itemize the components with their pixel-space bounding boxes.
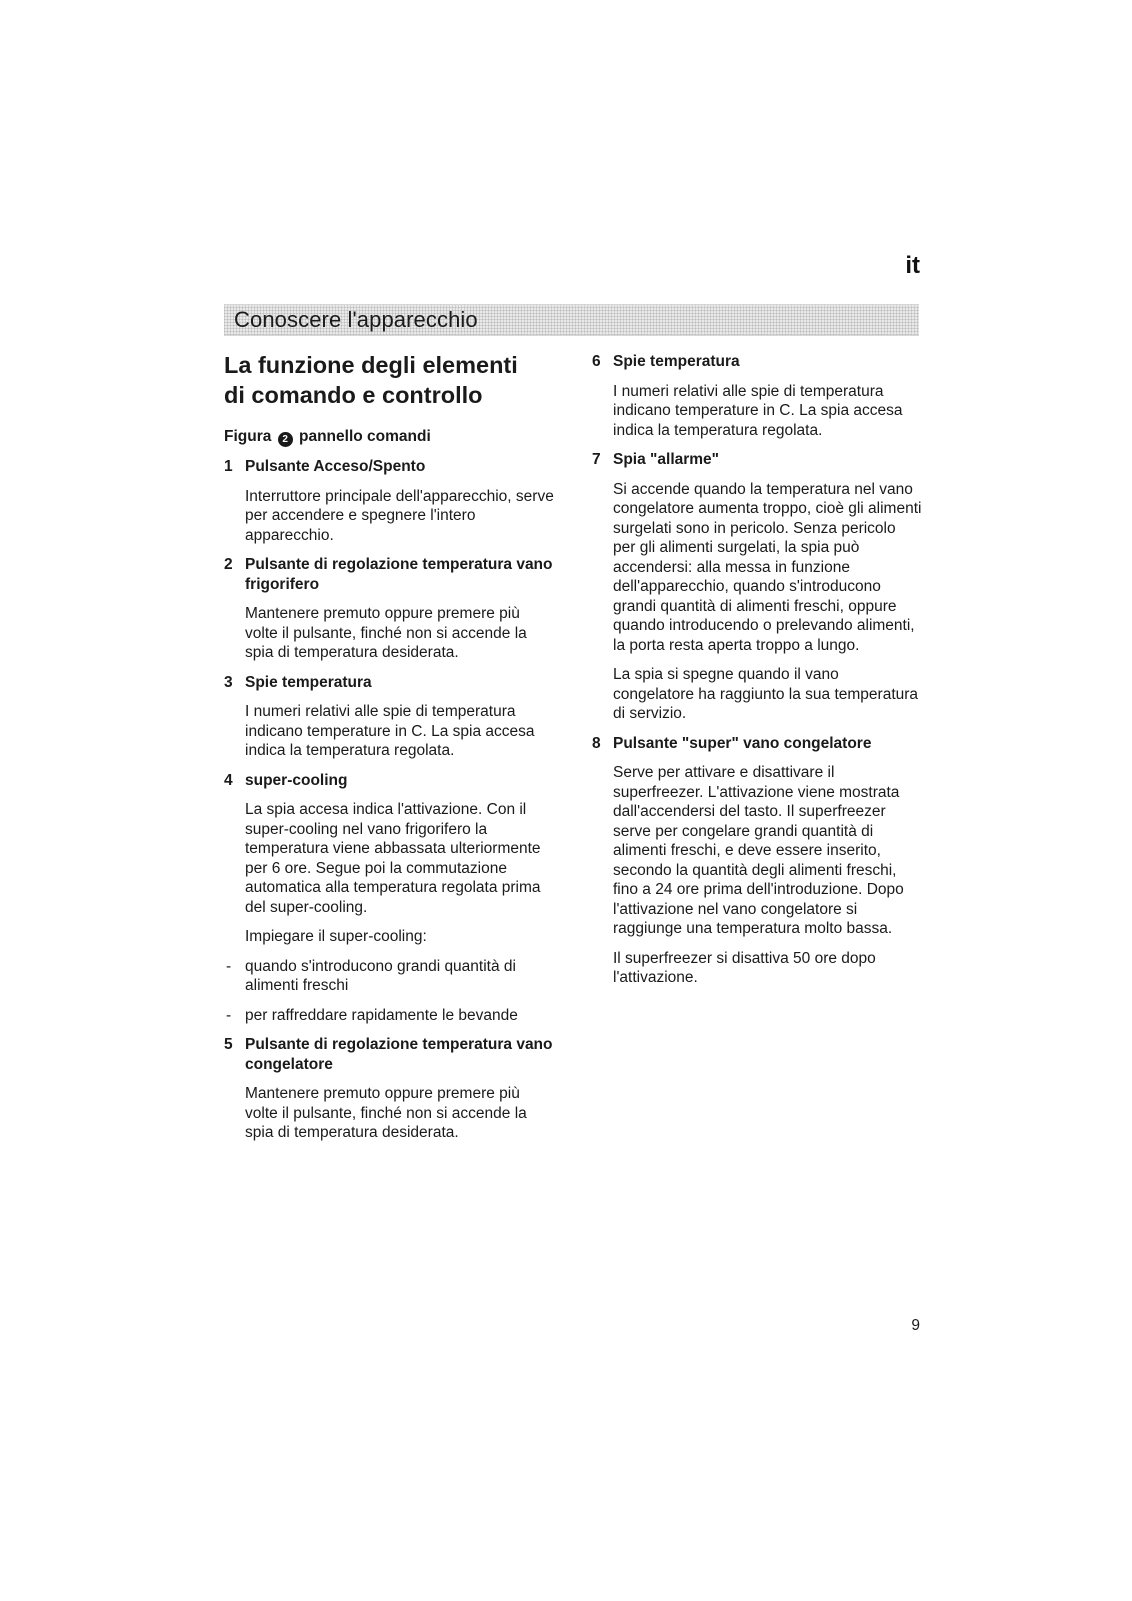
right-column — [592, 352, 922, 998]
item-number: 3 — [224, 673, 233, 691]
list-item — [224, 957, 554, 996]
item-paragraph-8: Serve per attivare e disattivare il superfreezer. L'attivazione viene mostrata dall'accendersi del tasto. Il superfreezer serve per congelare grandi quantità di alimenti freschi, e deve essere inserito, secondo la quantità degli alimenti freschi, fino a 24 ore prima dell'introduzione. Dopo l'attivazione nel vano congelatore si raggiunge una temperatura molto bassa. — [613, 764, 904, 937]
section-header-bar — [224, 304, 919, 336]
item-number: 4 — [224, 771, 233, 789]
bullet-text: quando s'introducono grandi quantità di alimenti freschi — [245, 957, 516, 994]
page-title-line2: di comando e controllo — [224, 382, 483, 408]
item-paragraph-5: Mantenere premuto oppure premere più volte il pulsante, finché non si accende la spia di temperatura desiderata. — [245, 1085, 527, 1141]
item-heading-3 — [224, 673, 554, 693]
figure-number-badge: 2 — [278, 432, 293, 447]
item-paragraph-6: I numeri relativi alle spie di temperatura indicano temperature in C. La spia accesa indica la temperatura regolata. — [613, 382, 903, 439]
item-number: 6 — [592, 353, 601, 370]
item-heading-6 — [592, 352, 922, 372]
item-heading-text: Spie temperatura — [245, 673, 372, 691]
item-paragraph-1: Interruttore principale dell'apparecchio, serve per accendere e spegnere l'intero apparecchio. — [245, 487, 554, 544]
figure-caption — [224, 427, 554, 447]
item-heading-2 — [224, 555, 554, 594]
page-title-line1: La funzione degli elementi — [224, 352, 518, 378]
item-heading-7 — [592, 450, 922, 470]
item-paragraph-2: Mantenere premuto oppure premere più volte il pulsante, finché non si accende la spia di temperatura desiderata. — [245, 605, 527, 661]
item-heading-text: Pulsante di regolazione temperatura vano congelatore — [245, 1036, 553, 1073]
item-heading-text: Pulsante di regolazione temperatura vano frigorifero — [245, 556, 553, 593]
item-number: 2 — [224, 556, 233, 573]
item-heading-text: Spia "allarme" — [613, 451, 720, 468]
item-paragraph-4b: Impiegare il super-cooling: — [245, 928, 427, 945]
item-paragraph-7: Si accende quando la temperatura nel vano congelatore aumenta troppo, cioè gli alimenti surgelati sono in pericolo. Senza pericolo per gli alimenti surgelati, la spia può accendersi: alla messa in funzione dell'apparecchio, quando s'introducono grandi quantità di alimenti freschi, oppure quando introducendo o prelevando alimenti, la porta resta aperta troppo a lungo. — [613, 480, 922, 654]
item-paragraph-3: I numeri relativi alle spie di temperatura indicano temperature in C. La spia accesa indica la temperatura regolata. — [245, 703, 535, 759]
item-heading-text: Pulsante Acceso/Spento — [245, 458, 426, 475]
item-paragraph-7b: La spia si spegne quando il vano congelatore ha raggiunto la sua temperatura di servizio. — [613, 666, 919, 722]
left-column — [224, 350, 554, 1153]
item-number: 1 — [224, 458, 233, 475]
item-heading-text: super-cooling — [245, 771, 348, 789]
page-title — [224, 350, 554, 410]
item-paragraph-4: La spia accesa indica l'attivazione. Con il super-cooling nel vano frigorifero la temperatura viene abbassata ulteriormente per 6 ore. Segue poi la commutazione automatica alla temperatura regolata prima del super-cooling. — [245, 801, 541, 916]
item-heading-5 — [224, 1035, 554, 1074]
item-paragraph-8b: Il superfreezer si disattiva 50 ore dopo l'attivazione. — [613, 949, 876, 986]
item-number: 5 — [224, 1036, 233, 1053]
item-heading-1 — [224, 457, 554, 477]
bullet-dash: - — [226, 957, 232, 975]
item-heading-8 — [592, 734, 922, 754]
item-heading-text: Spie temperatura — [613, 353, 740, 370]
item-heading-4 — [224, 771, 554, 791]
figure-prefix: Figura — [224, 428, 272, 445]
list-item — [224, 1006, 554, 1026]
bullet-dash: - — [226, 1006, 232, 1024]
section-title: Conoscere l'apparecchio — [234, 307, 478, 332]
item-number: 7 — [592, 451, 601, 468]
page-number: 9 — [911, 1317, 920, 1334]
item-number: 8 — [592, 734, 601, 752]
item-heading-text: Pulsante "super" vano congelatore — [613, 734, 872, 752]
language-tag: it — [905, 252, 920, 279]
figure-suffix: pannello comandi — [299, 428, 431, 445]
bullet-text: per raffreddare rapidamente le bevande — [245, 1006, 518, 1024]
